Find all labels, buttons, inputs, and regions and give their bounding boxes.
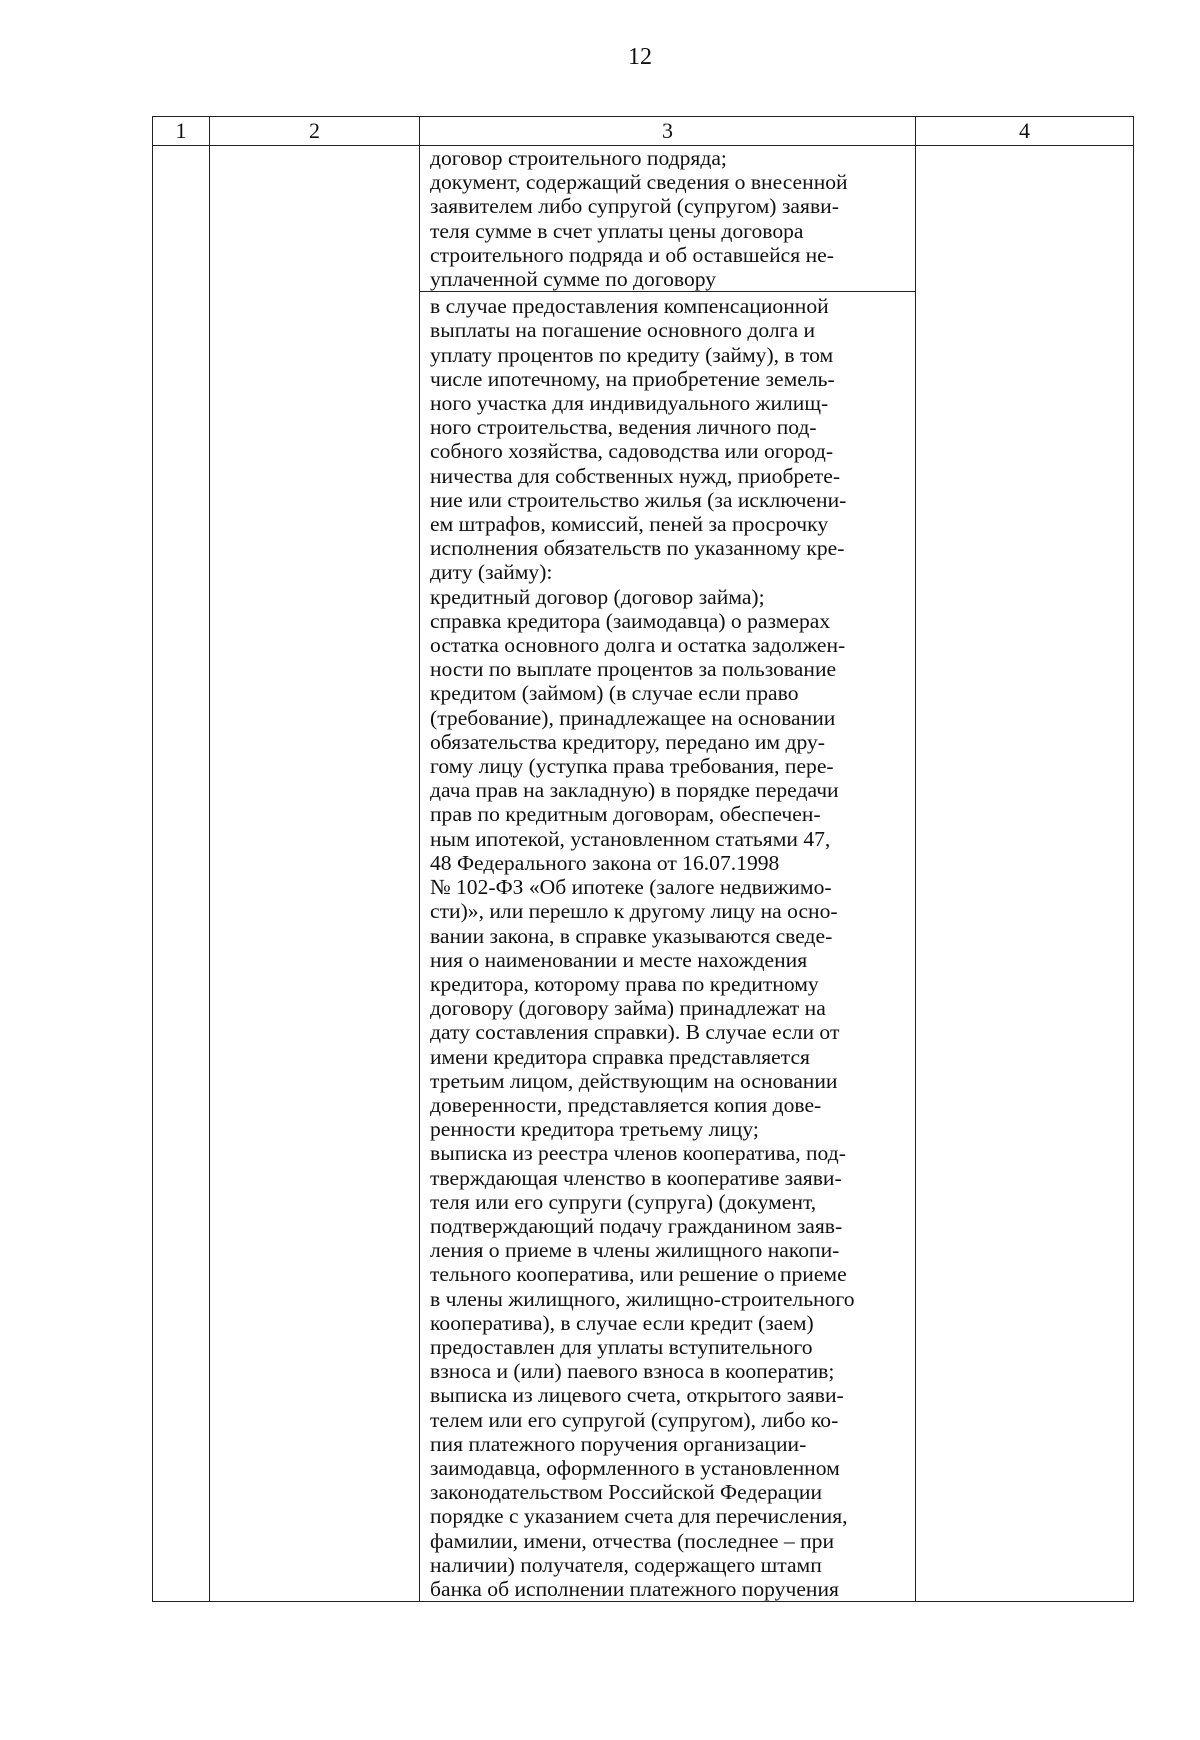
text-line: (требование), принадлежащее на основании (430, 705, 836, 730)
text-line: договору (договору займа) принадлежат на (430, 996, 826, 1021)
text-line: документ, содержащий сведения о внесенной (430, 170, 848, 195)
text-line: ничества для собственных нужд, приобрете- (430, 463, 841, 488)
text-line: 48 Федерального закона от 16.07.1998 (430, 850, 780, 875)
text-line: остатка основного долга и остатка задолжен- (430, 633, 846, 658)
text-line: порядке с указанием счета для перечисления, (430, 1504, 848, 1529)
text-line: ния о наименовании и месте нахождения (430, 947, 808, 972)
text-line: банка об исполнении платежного поручения (430, 1576, 839, 1601)
text-line: гому лицу (уступка права требования, пере- (430, 754, 834, 779)
text-line: ным ипотекой, установленном статьями 47, (430, 826, 831, 851)
text-line: теля или его супруги (супруга) (документ, (430, 1189, 817, 1214)
text-line: законодательством Российской Федерации (430, 1480, 823, 1505)
text-line: тельного кооператива, или решение о приеме (430, 1262, 847, 1287)
text-line: ности по выплате процентов за пользование (430, 657, 837, 682)
text-line: № 102-ФЗ «Об ипотеке (залоге недвижимо- (430, 875, 832, 900)
header-col-1: 1 (153, 117, 210, 146)
text-line: кооператива), в случае если кредит (заем) (430, 1310, 814, 1335)
text-line: выплаты на погашение основного долга и (430, 318, 816, 343)
header-col-4: 4 (916, 117, 1134, 146)
text-line: подтверждающий подачу гражданином заяв- (430, 1213, 843, 1238)
text-line: дату составления справки). В случае если от (430, 1020, 840, 1045)
text-line: взноса и (или) паевого взноса в кооператив; (430, 1359, 835, 1384)
text-line: в случае предоставления компенсационной (430, 294, 829, 319)
text-line: заявителем либо супругой (супругом) заяви- (430, 194, 839, 219)
text-line: уплату процентов по кредиту (займу), в том (430, 342, 834, 367)
text-line: телем или его супругой (супругом), либо ко- (430, 1407, 839, 1432)
text-line: ления о приеме в члены жилищного накопи- (430, 1238, 840, 1263)
text-line: в члены жилищного, жилищно-строительного (430, 1286, 855, 1311)
text-line: доверенности, представляется копия дове- (430, 1092, 822, 1117)
table-row (153, 146, 1134, 1602)
text-line: фамилии, имени, отчества (последнее – при (430, 1528, 834, 1553)
cell-col-3 (420, 146, 916, 1602)
text-line: кредитный договор (договор займа); (430, 584, 765, 609)
text-line: обязательства кредитору, передано им дру- (430, 729, 825, 754)
text-line: исполнения обязательств по указанному кре- (430, 536, 845, 561)
header-col-3: 3 (420, 117, 916, 146)
text-line: наличии) получателя, содержащего штамп (430, 1552, 822, 1577)
text-line: заимодавца, оформленного в установленном (430, 1455, 840, 1480)
text-line: имени кредитора справка представляется (430, 1044, 810, 1069)
text-line: собного хозяйства, садоводства или огород- (430, 439, 834, 464)
text-line: кредитом (займом) (в случае если право (430, 681, 799, 706)
text-line: ного строительства, ведения личного под- (430, 415, 817, 440)
document-table (152, 116, 1134, 1602)
text-line: предоставлен для уплаты вступительного (430, 1334, 813, 1359)
text-line: ренности кредитора третьему лицу; (430, 1117, 759, 1142)
text-line: ние или строительство жилья (за исключени- (430, 487, 847, 512)
text-line: ем штрафов, комиссий, пеней за просрочку (430, 512, 829, 537)
text-line: договор строительного подряда; (430, 146, 727, 170)
text-line: пия платежного поручения организации- (430, 1431, 807, 1456)
text-line: прав по кредитным договорам, обеспечен- (430, 802, 821, 827)
header-col-2: 2 (210, 117, 420, 146)
cell-col-4 (916, 146, 1134, 1602)
text-line: числе ипотечному, на приобретение земель- (430, 366, 835, 391)
text-line: третьим лицом, действующим на основании (430, 1068, 838, 1093)
text-line: дача прав на закладную) в порядке передачи (430, 778, 839, 803)
text-line: выписка из лицевого счета, открытого заяви- (430, 1383, 844, 1408)
table-header-row (153, 117, 1134, 146)
text-line: справка кредитора (заимодавца) о размерах (430, 608, 831, 633)
text-line: строительного подряда и об оставшейся не- (430, 242, 834, 267)
text-line: сти)», или перешло к другому лицу на осно- (430, 899, 838, 924)
text-line: ного участка для индивидуального жилищ- (430, 391, 829, 416)
text-line: теля сумме в счет уплаты цены договора (430, 218, 804, 243)
text-line: выписка из реестра членов кооператива, под- (430, 1141, 846, 1166)
contract-documents-block (420, 146, 915, 292)
cell-col-2 (210, 146, 420, 1602)
text-line: вании закона, в справке указываются сведе- (430, 923, 833, 948)
compensation-payment-block (420, 292, 915, 1601)
text-line: тверждающая членство в кооперативе заяви- (430, 1165, 842, 1190)
text-line: кредитора, которому права по кредитному (430, 971, 819, 996)
page-number: 12 (628, 44, 652, 70)
text-line: диту (займу): (430, 560, 553, 585)
text-line: уплаченной сумме по договору (430, 267, 717, 292)
cell-col-1 (153, 146, 210, 1602)
